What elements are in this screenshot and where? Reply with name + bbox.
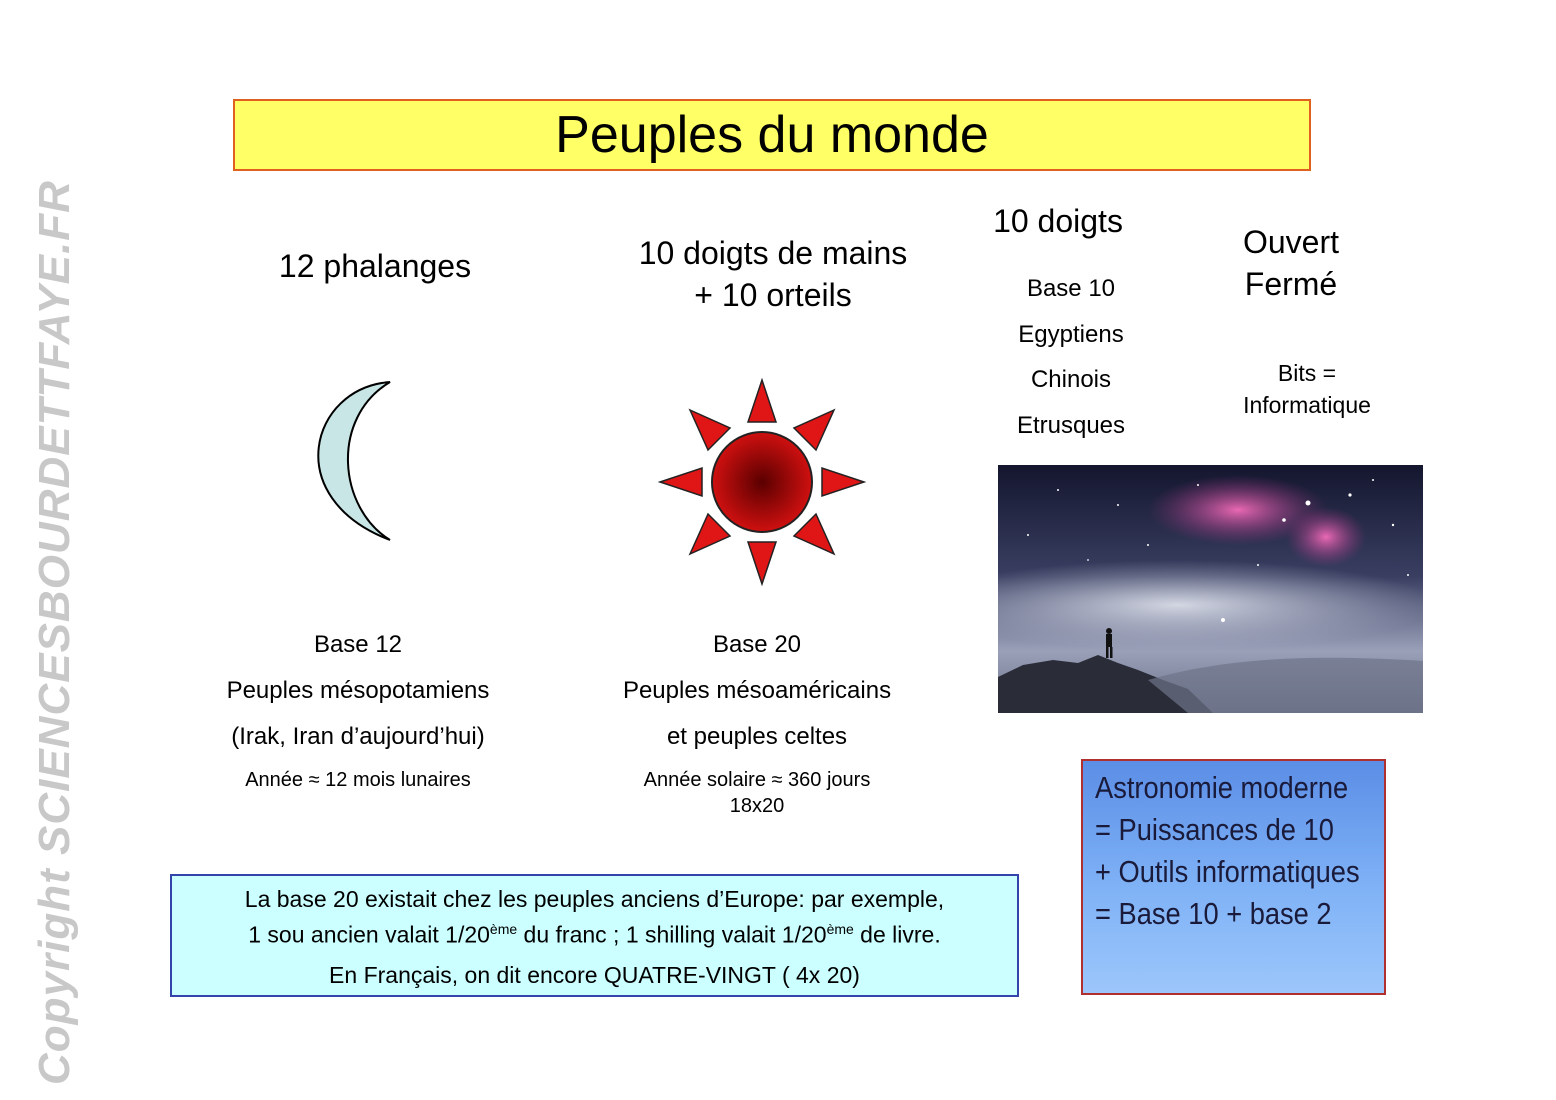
- info-line1: La base 20 existait chez les peuples anciens d’Europe: par exemple,: [244, 886, 945, 912]
- col1-region: (Irak, Iran d’aujourd’hui): [231, 723, 485, 750]
- col3-item: Base 10: [1026, 275, 1116, 302]
- sun-icon: [658, 378, 866, 586]
- astro-line: = Base 10 + base 2: [1095, 896, 1332, 931]
- info-line2-b: du franc ; 1 shilling valait 1/20: [517, 921, 827, 948]
- page-title-text: Peuples du monde: [555, 106, 989, 164]
- col1-heading: 12 phalanges: [278, 248, 472, 284]
- info-line2-sup2: ème: [826, 921, 854, 937]
- col2-peoples-line1: Peuples mésoaméricains: [622, 677, 892, 704]
- col2-peoples-line2: et peuples celtes: [666, 723, 848, 750]
- col3-item: Chinois: [1030, 366, 1112, 393]
- astro-line: = Puissances de 10: [1095, 812, 1334, 847]
- col2-note-line1: Année solaire ≈ 360 jours: [643, 769, 871, 791]
- info-line2-c: de livre.: [853, 921, 941, 948]
- info-line2-sup1: ème: [489, 921, 518, 937]
- night-sky-photo: [998, 465, 1423, 713]
- col4-bits-line2: Informatique: [1243, 392, 1371, 418]
- astro-line: Astronomie moderne: [1095, 770, 1349, 805]
- page-title: [233, 99, 1311, 171]
- col1-note: Année ≈ 12 mois lunaires: [245, 769, 471, 791]
- astronomy-box: [1081, 759, 1386, 995]
- info-line2-a: 1 sou ancien valait 1/20: [248, 921, 490, 948]
- col4-bits-line1: Bits =: [1277, 360, 1337, 386]
- copyright-watermark: Copyright SCIENCESBOURDETTFAYE.FR: [30, 180, 79, 1085]
- col3-heading: 10 doigts: [993, 203, 1123, 239]
- col2-base: Base 20: [712, 631, 802, 658]
- col1-peoples: Peuples mésopotamiens: [226, 677, 490, 704]
- col1-base: Base 12: [313, 631, 403, 658]
- col2-heading-line2: + 10 orteils: [694, 277, 852, 313]
- col3-item: Egyptiens: [1018, 321, 1124, 348]
- moon-icon: [290, 378, 400, 544]
- col4-heading-line1: Ouvert: [1242, 224, 1340, 260]
- col4-heading-line2: Fermé: [1244, 266, 1338, 302]
- col2-heading-line1: 10 doigts de mains: [638, 235, 908, 271]
- base20-info-box: [170, 874, 1019, 997]
- col2-note-line2: 18x20: [729, 795, 785, 817]
- col3-item: Etrusques: [1016, 412, 1126, 439]
- info-line2: [172, 914, 1017, 950]
- info-line3: En Français, on dit encore QUATRE-VINGT ( 4x 20): [329, 962, 860, 988]
- astro-line: + Outils informatiques: [1095, 854, 1360, 889]
